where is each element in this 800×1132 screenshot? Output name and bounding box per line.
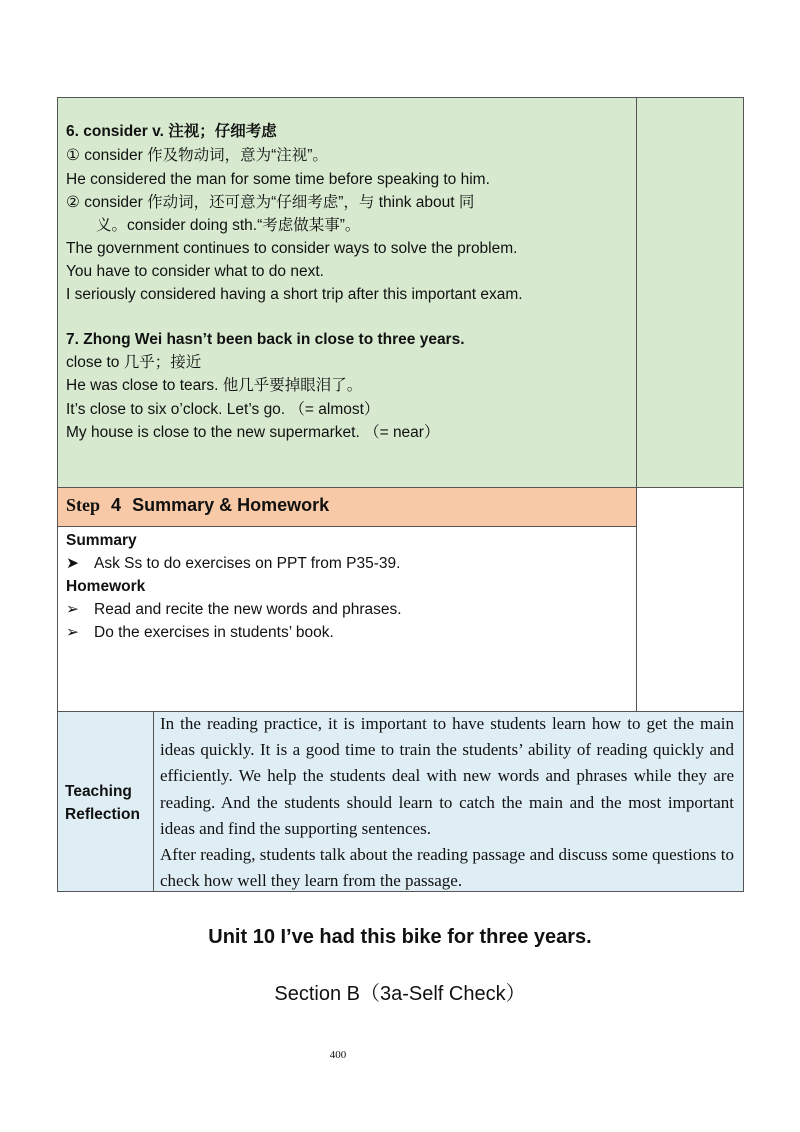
section6-line-4: 义。consider doing sth.“考虑做某事”。 [96, 217, 361, 234]
page-number: 400 [329, 1049, 347, 1061]
unit-title: Unit 10 I’ve had this bike for three years. [208, 926, 592, 948]
homework-heading: Homework [66, 578, 146, 595]
bullet-arrow-icon: ➢ [66, 624, 79, 641]
reflection-label-1: Teaching [65, 783, 132, 800]
step-label: Summary & Homework [132, 495, 330, 515]
side-cell-top [636, 97, 744, 488]
content-cell [57, 97, 637, 488]
reflection-text-cell [153, 711, 744, 892]
summary-item [66, 552, 400, 575]
section7-line-1: close to 几乎；接近 [66, 354, 202, 371]
section7-line-4: My house is close to the new supermarket. （= near） [66, 424, 440, 441]
side-cell-middle [636, 487, 744, 712]
homework-item-2 [66, 621, 334, 644]
section6-line-3: ② consider 作动词，还可意为“仔细考虑”，与 think about 同 [66, 194, 475, 211]
section6-line-7: I seriously considered having a short trip after this important exam. [66, 286, 523, 303]
section6-title: 6. consider v. 注视；仔细考虑 [66, 123, 277, 140]
reflection-label-cell [57, 711, 154, 892]
section-title: Section B（3a-Self Check） [274, 983, 526, 1005]
step-word: Step [66, 495, 101, 515]
section7-title: 7. Zhong Wei hasn’t been back in close to three years. [66, 331, 465, 348]
homework-item-1 [66, 598, 402, 621]
section6-line-2: He considered the man for some time before speaking to him. [66, 171, 490, 188]
bullet-arrow-icon: ➢ [66, 601, 79, 618]
summary-heading: Summary [66, 532, 137, 549]
reflection-label-2: Reflection [65, 806, 140, 823]
step-number: 4 [111, 495, 122, 515]
homework-item-text: Read and recite the new words and phrases. [94, 601, 402, 618]
reflection-paragraph-2: After reading, students talk about the reading passage and discuss some questions to check how well they learn from the passage. [160, 845, 734, 891]
reflection-paragraph-1: In the reading practice, it is important to have students learn how to get the main ideas quickly. It is a good time to train the students’ ability of reading quickly and efficiently. We help the students deal with new words and phrases while they are reading. And the students should learn to catch the main and the most important ideas and find the supporting sentences. [160, 714, 734, 838]
section7-line-3: It’s close to six o’clock. Let’s go. （= almost） [66, 401, 380, 418]
section6-line-6: You have to consider what to do next. [66, 263, 324, 280]
reflection-text [160, 711, 734, 894]
step-header-title [66, 492, 329, 518]
summary-cell [57, 526, 637, 712]
section6-line-5: The government continues to consider ways to solve the problem. [66, 240, 518, 257]
summary-item-text: Ask Ss to do exercises on PPT from P35-39. [94, 555, 401, 572]
section7-line-2: He was close to tears. 他几乎要掉眼泪了。 [66, 377, 363, 394]
bullet-arrow-icon: ➤ [66, 555, 79, 572]
section6-line-1: ① consider 作及物动词，意为“注视”。 [66, 147, 328, 164]
step-header [57, 487, 637, 527]
homework-item-text: Do the exercises in students’ book. [94, 624, 334, 641]
